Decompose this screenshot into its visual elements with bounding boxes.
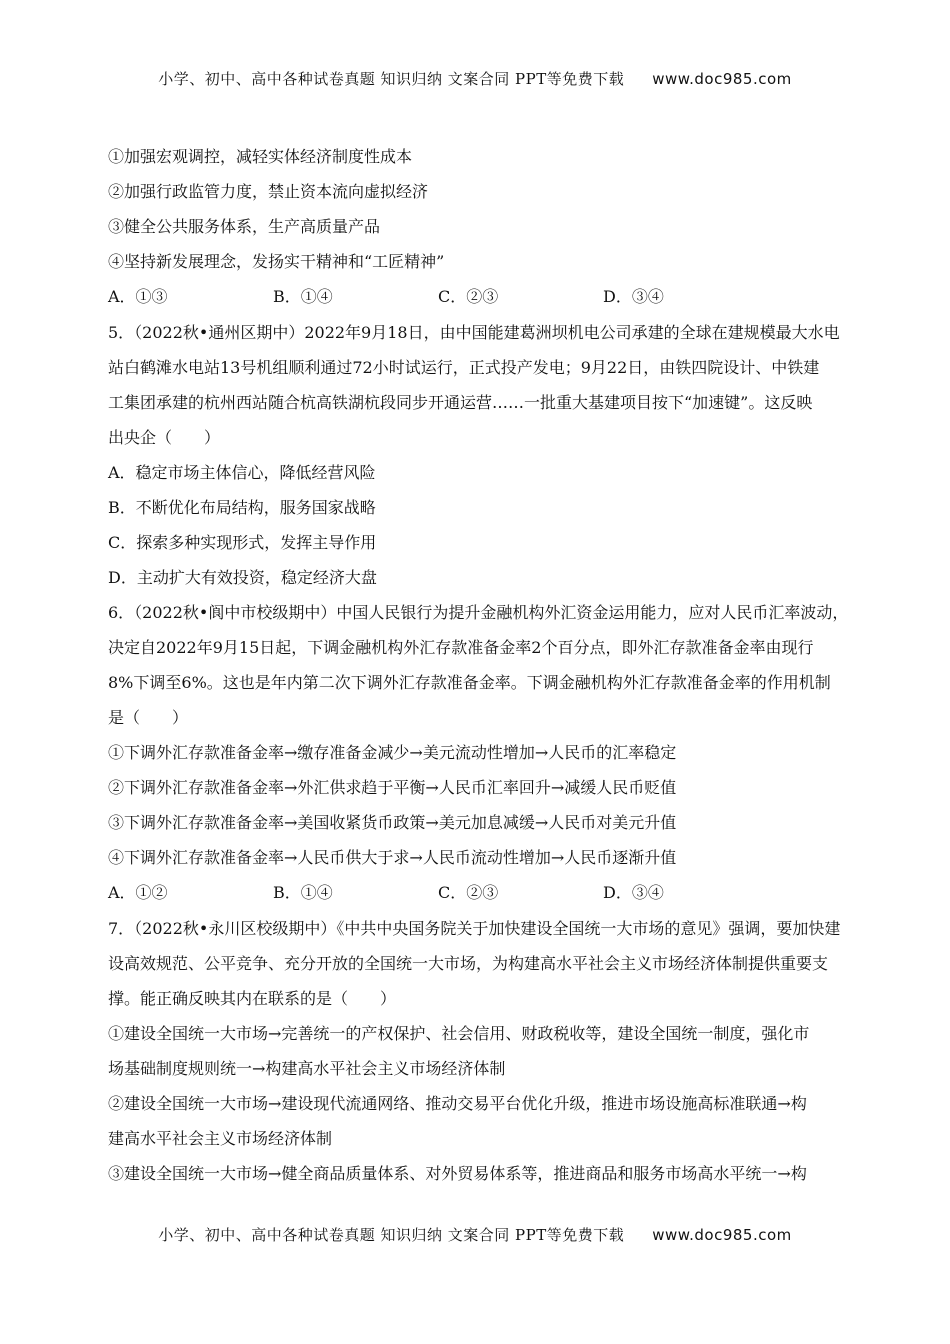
q7-item-1-line-1: ①建设全国统一大市场→完善统一的产权保护、社会信用、财政税收等，建设全国统一制度，强化市 <box>108 1024 810 1043</box>
q7-item-3-line-1: ③建设全国统一大市场→健全商品质量体系、对外贸易体系等，推进商品和服务市场高水平统一→构 <box>108 1164 807 1183</box>
q6-option-c: C．②③ <box>438 883 499 902</box>
q6-option-a: A．①② <box>108 883 168 902</box>
q7-item-2-line-2: 建高水平社会主义市场经济体制 <box>108 1129 333 1148</box>
q4-option-b: B．①④ <box>273 287 333 306</box>
q6-option-d: D．③④ <box>603 883 664 902</box>
q6-stem-line-4: 是（ ） <box>108 708 189 727</box>
question-6 <box>108 595 864 911</box>
q7-stem-line-2: 设高效规范、公平竞争、充分开放的全国统一大市场，为构建高水平社会主义市场经济体制提供重要支 <box>108 954 829 973</box>
question-5 <box>108 315 864 595</box>
header-text: 小学、初中、高中各种试卷真题 知识归纳 文案合同 PPT等免费下载 <box>158 70 625 88</box>
q6-stem-line-1: 6．（2022秋•阆中市校级期中）中国人民银行为提升金融机构外汇资金运用能力，应对人民币汇率波动， <box>108 603 849 622</box>
q5-option-d: D．主动扩大有效投资，稳定经济大盘 <box>108 568 377 587</box>
page-footer <box>0 1224 950 1245</box>
q5-option-a: A．稳定市场主体信心，降低经营风险 <box>108 463 376 482</box>
q7-item-2-line-1: ②建设全国统一大市场→建设现代流通网络、推动交易平台优化升级，推进市场设施高标准联通→构 <box>108 1094 807 1113</box>
q6-item-1: ①下调外汇存款准备金率→缴存准备金减少→美元流动性增加→人民币的汇率稳定 <box>108 743 677 762</box>
q5-stem-line-1: 5．（2022秋•通州区期中）2022年9月18日，由中国能建葛洲坝机电公司承建的全球在建规模最大水电 <box>108 323 840 342</box>
q4-options <box>108 279 864 315</box>
header-site-link[interactable]: www.doc985.com <box>652 70 792 88</box>
q4-item-2: ②加强行政监管力度，禁止资本流向虚拟经济 <box>108 182 429 201</box>
q4-option-d: D．③④ <box>603 287 664 306</box>
q4-item-3: ③健全公共服务体系，生产高质量产品 <box>108 217 381 236</box>
q5-option-b: B．不断优化布局结构，服务国家战略 <box>108 498 376 517</box>
q6-option-b: B．①④ <box>273 883 333 902</box>
q7-item-1-line-2: 场基础制度规则统一→构建高水平社会主义市场经济体制 <box>108 1059 506 1078</box>
page-header <box>0 68 950 89</box>
exam-content <box>108 139 864 1191</box>
q4-option-c: C．②③ <box>438 287 499 306</box>
q4-option-a: A．①③ <box>108 287 168 306</box>
q6-options <box>108 875 864 911</box>
q5-stem-line-4: 出央企（ ） <box>108 428 221 447</box>
question-4-tail <box>108 139 864 315</box>
q4-item-1: ①加强宏观调控，减轻实体经济制度性成本 <box>108 147 413 166</box>
q5-stem-line-3: 工集团承建的杭州西站随合杭高铁湖杭段同步开通运营……一批重大基建项目按下“加速键”。这反映 <box>108 393 813 412</box>
footer-text: 小学、初中、高中各种试卷真题 知识归纳 文案合同 PPT等免费下载 <box>158 1226 625 1244</box>
q6-item-3: ③下调外汇存款准备金率→美国收紧货币政策→美元加息减缓→人民币对美元升值 <box>108 813 677 832</box>
q7-stem-line-3: 撑。能正确反映其内在联系的是（ ） <box>108 989 397 1008</box>
q6-stem-line-2: 决定自2022年9月15日起，下调金融机构外汇存款准备金率2个百分点，即外汇存款准备金率由现行 <box>108 638 814 657</box>
q5-stem-line-2: 站白鹤滩水电站13号机组顺利通过72小时试运行，正式投产发电；9月22日，由铁四院设计、中铁建 <box>108 358 820 377</box>
q4-item-4: ④坚持新发展理念，发扬实干精神和“工匠精神” <box>108 252 445 271</box>
question-7 <box>108 911 864 1191</box>
q6-stem-line-3: 8%下调至6%。这也是年内第二次下调外汇存款准备金率。下调金融机构外汇存款准备金率的作用机制 <box>108 673 831 692</box>
q6-item-4: ④下调外汇存款准备金率→人民币供大于求→人民币流动性增加→人民币逐渐升值 <box>108 848 677 867</box>
footer-site-link[interactable]: www.doc985.com <box>652 1226 792 1244</box>
q7-stem-line-1: 7．（2022秋•永川区校级期中）《中共中央国务院关于加快建设全国统一大市场的意见》强调，要加快建 <box>108 919 841 938</box>
q5-option-c: C．探索多种实现形式，发挥主导作用 <box>108 533 377 552</box>
q6-item-2: ②下调外汇存款准备金率→外汇供求趋于平衡→人民币汇率回升→减缓人民币贬值 <box>108 778 677 797</box>
